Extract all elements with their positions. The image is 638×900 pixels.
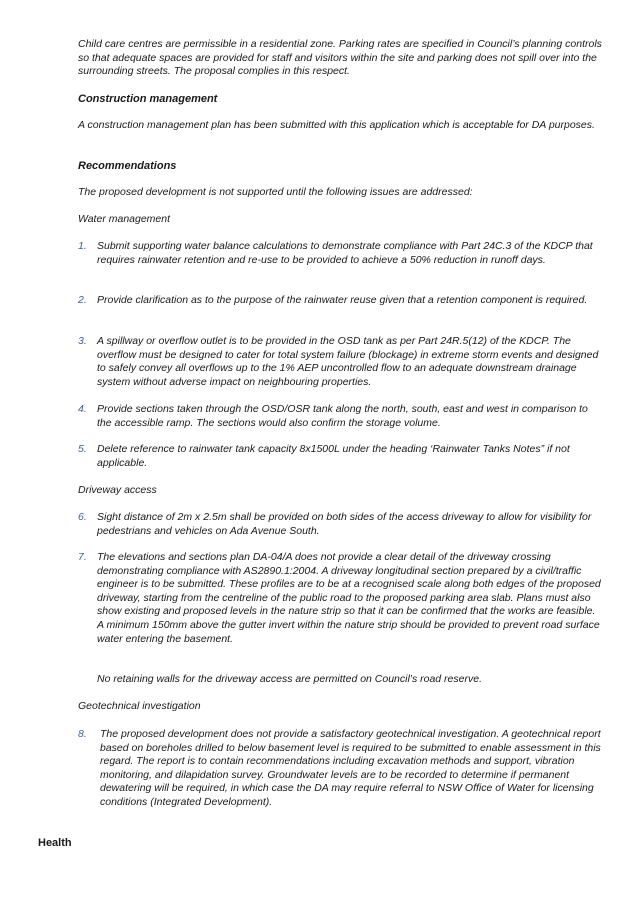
list-item bbox=[78, 551, 602, 646]
water-management-subheading: Water management bbox=[78, 213, 171, 225]
list-item-text: The proposed development does not provide a satisfactory geotechnical investigation. A geotechnical report based on boreholes drilled to below basement level is required to be submitted to enable assessment in this regard. The report is to contain recommendations including excavation methods and support, vibration monitoring, and dilapidation survey. Groundwater levels are to be recorded to determine if permanent dewatering will be required, in which case the DA may require referral to NSW Office of Water for licensing conditions (Integrated Development). bbox=[100, 728, 601, 808]
list-item bbox=[78, 511, 602, 538]
intro-paragraph: Child care centres are permissible in a residential zone. Parking rates are specified in Council’s planning controls so that adequate spaces are provided for staff and visitors within the site and parking does not spill over into the surrounding streets. The proposal complies in this respect. bbox=[78, 38, 602, 78]
list-item bbox=[78, 403, 602, 430]
list-item bbox=[78, 335, 602, 389]
list-item-text: A spillway or overflow outlet is to be provided in the OSD tank as per Part 24R.5(12) of the KDCP. The overflow must be designed to cater for total system failure (blockage) in extreme storm events and designed to safely convey all overflows up to the 1% AEP uncontrolled flow to an adequate downstream drainage system without adverse impact on neighbouring properties. bbox=[97, 335, 599, 388]
list-item-number: 1. bbox=[78, 240, 87, 252]
list-item-number: 3. bbox=[78, 335, 87, 347]
recommendations-intro: The proposed development is not supported until the following issues are addressed: bbox=[78, 186, 473, 198]
list-item-number: 4. bbox=[78, 403, 87, 415]
list-item-text: Submit supporting water balance calculations to demonstrate compliance with Part 24C.3 of the KDCP that requires rainwater retention and re-use to be provided to achieve a 50% reduction in runoff days. bbox=[97, 240, 593, 266]
health-heading: Health bbox=[38, 837, 72, 849]
list-item-number: 7. bbox=[78, 551, 87, 563]
list-item bbox=[78, 443, 602, 470]
list-item-text: Provide sections taken through the OSD/OSR tank along the north, south, east and west in comparison to the accessible ramp. The sections would also confirm the storage volume. bbox=[97, 403, 588, 429]
list-item bbox=[78, 240, 602, 267]
recommendations-heading: Recommendations bbox=[78, 160, 177, 172]
driveway-note: No retaining walls for the driveway access are permitted on Council’s road reserve. bbox=[97, 673, 482, 685]
geotechnical-subheading: Geotechnical investigation bbox=[78, 700, 201, 712]
list-item-number: 5. bbox=[78, 443, 87, 455]
driveway-access-subheading: Driveway access bbox=[78, 484, 157, 496]
list-item-text: Sight distance of 2m x 2.5m shall be provided on both sides of the access driveway to allow for visibility for pedestrians and vehicles on Ada Avenue South. bbox=[97, 511, 592, 537]
construction-heading: Construction management bbox=[78, 93, 218, 105]
list-item-number: 8. bbox=[78, 728, 87, 740]
construction-paragraph: A construction management plan has been submitted with this application which is acceptable for DA purposes. bbox=[78, 119, 595, 131]
list-item-number: 6. bbox=[78, 511, 87, 523]
list-item bbox=[78, 728, 602, 810]
list-item-text: The elevations and sections plan DA-04/A does not provide a clear detail of the driveway crossing demonstrating compliance with AS2890.1:2004. A driveway longitudinal section prepared by a civil/traffic engineer is to be submitted. These profiles are to be at a recognised scale along both edges of the proposed driveway, starting from the centreline of the public road to the proposed parking area slab. Plans must also show existing and proposed levels in the nature strip so that it can be confirmed that the works are feasible. A minimum 150mm above the gutter invert within the nature strip should be provided to prevent road surface water entering the basement. bbox=[97, 551, 601, 645]
list-item-text: Delete reference to rainwater tank capacity 8x1500L under the heading ‘Rainwater Tanks Notes” if not applicable. bbox=[97, 443, 570, 469]
list-item bbox=[78, 294, 602, 308]
list-item-number: 2. bbox=[78, 294, 87, 306]
list-item-text: Provide clarification as to the purpose of the rainwater reuse given that a retention component is required. bbox=[97, 294, 588, 306]
